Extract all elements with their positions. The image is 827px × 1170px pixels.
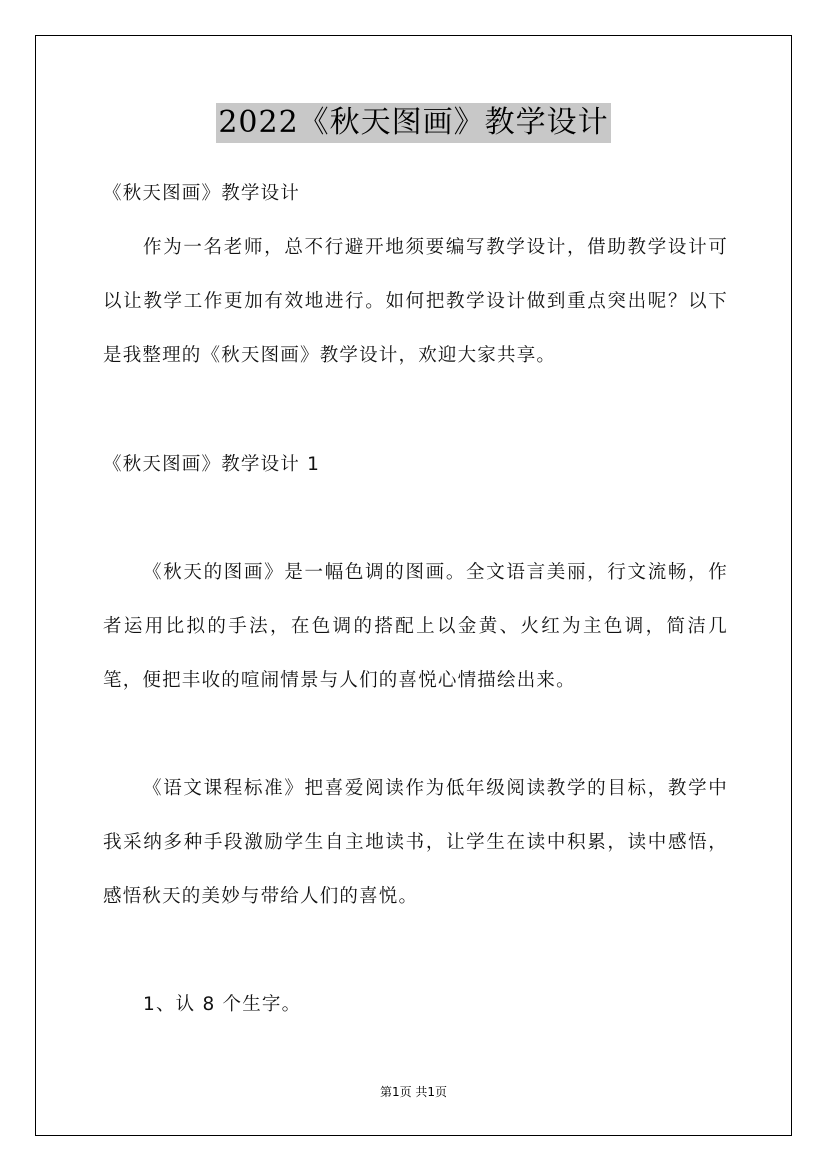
paragraph-1: 《秋天的图画》是一幅色调的图画。全文语言美丽，行文流畅，作者运用比拟的手法，在色调的搭配上以金黄、火红为主色调，简洁几笔，便把丰收的喧闹情景与人们的喜悦心情描绘出来。 <box>103 562 728 691</box>
document-title: 2022《秋天图画》教学设计 <box>216 103 610 143</box>
section-heading: 《秋天图画》教学设计 1 <box>103 454 321 475</box>
list-item-1: 1、认 8 个生字。 <box>143 994 302 1015</box>
paragraph-2: 《语文课程标准》把喜爱阅读作为低年级阅读教学的目标，教学中我采纳多种手段激励学生自主地读书，让学生在读中积累，读中感悟，感悟秋天的美妙与带给人们的喜悦。 <box>103 778 728 907</box>
page-footer: 第1页 共1页 <box>379 1085 448 1099</box>
intro-paragraph: 作为一名老师，总不行避开地须要编写教学设计，借助教学设计可以让教学工作更加有效地进行。如何把教学设计做到重点突出呢？以下是我整理的《秋天图画》教学设计，欢迎大家共享。 <box>103 237 728 366</box>
title-container <box>0 103 827 143</box>
document-subtitle: 《秋天图画》教学设计 <box>103 183 301 204</box>
